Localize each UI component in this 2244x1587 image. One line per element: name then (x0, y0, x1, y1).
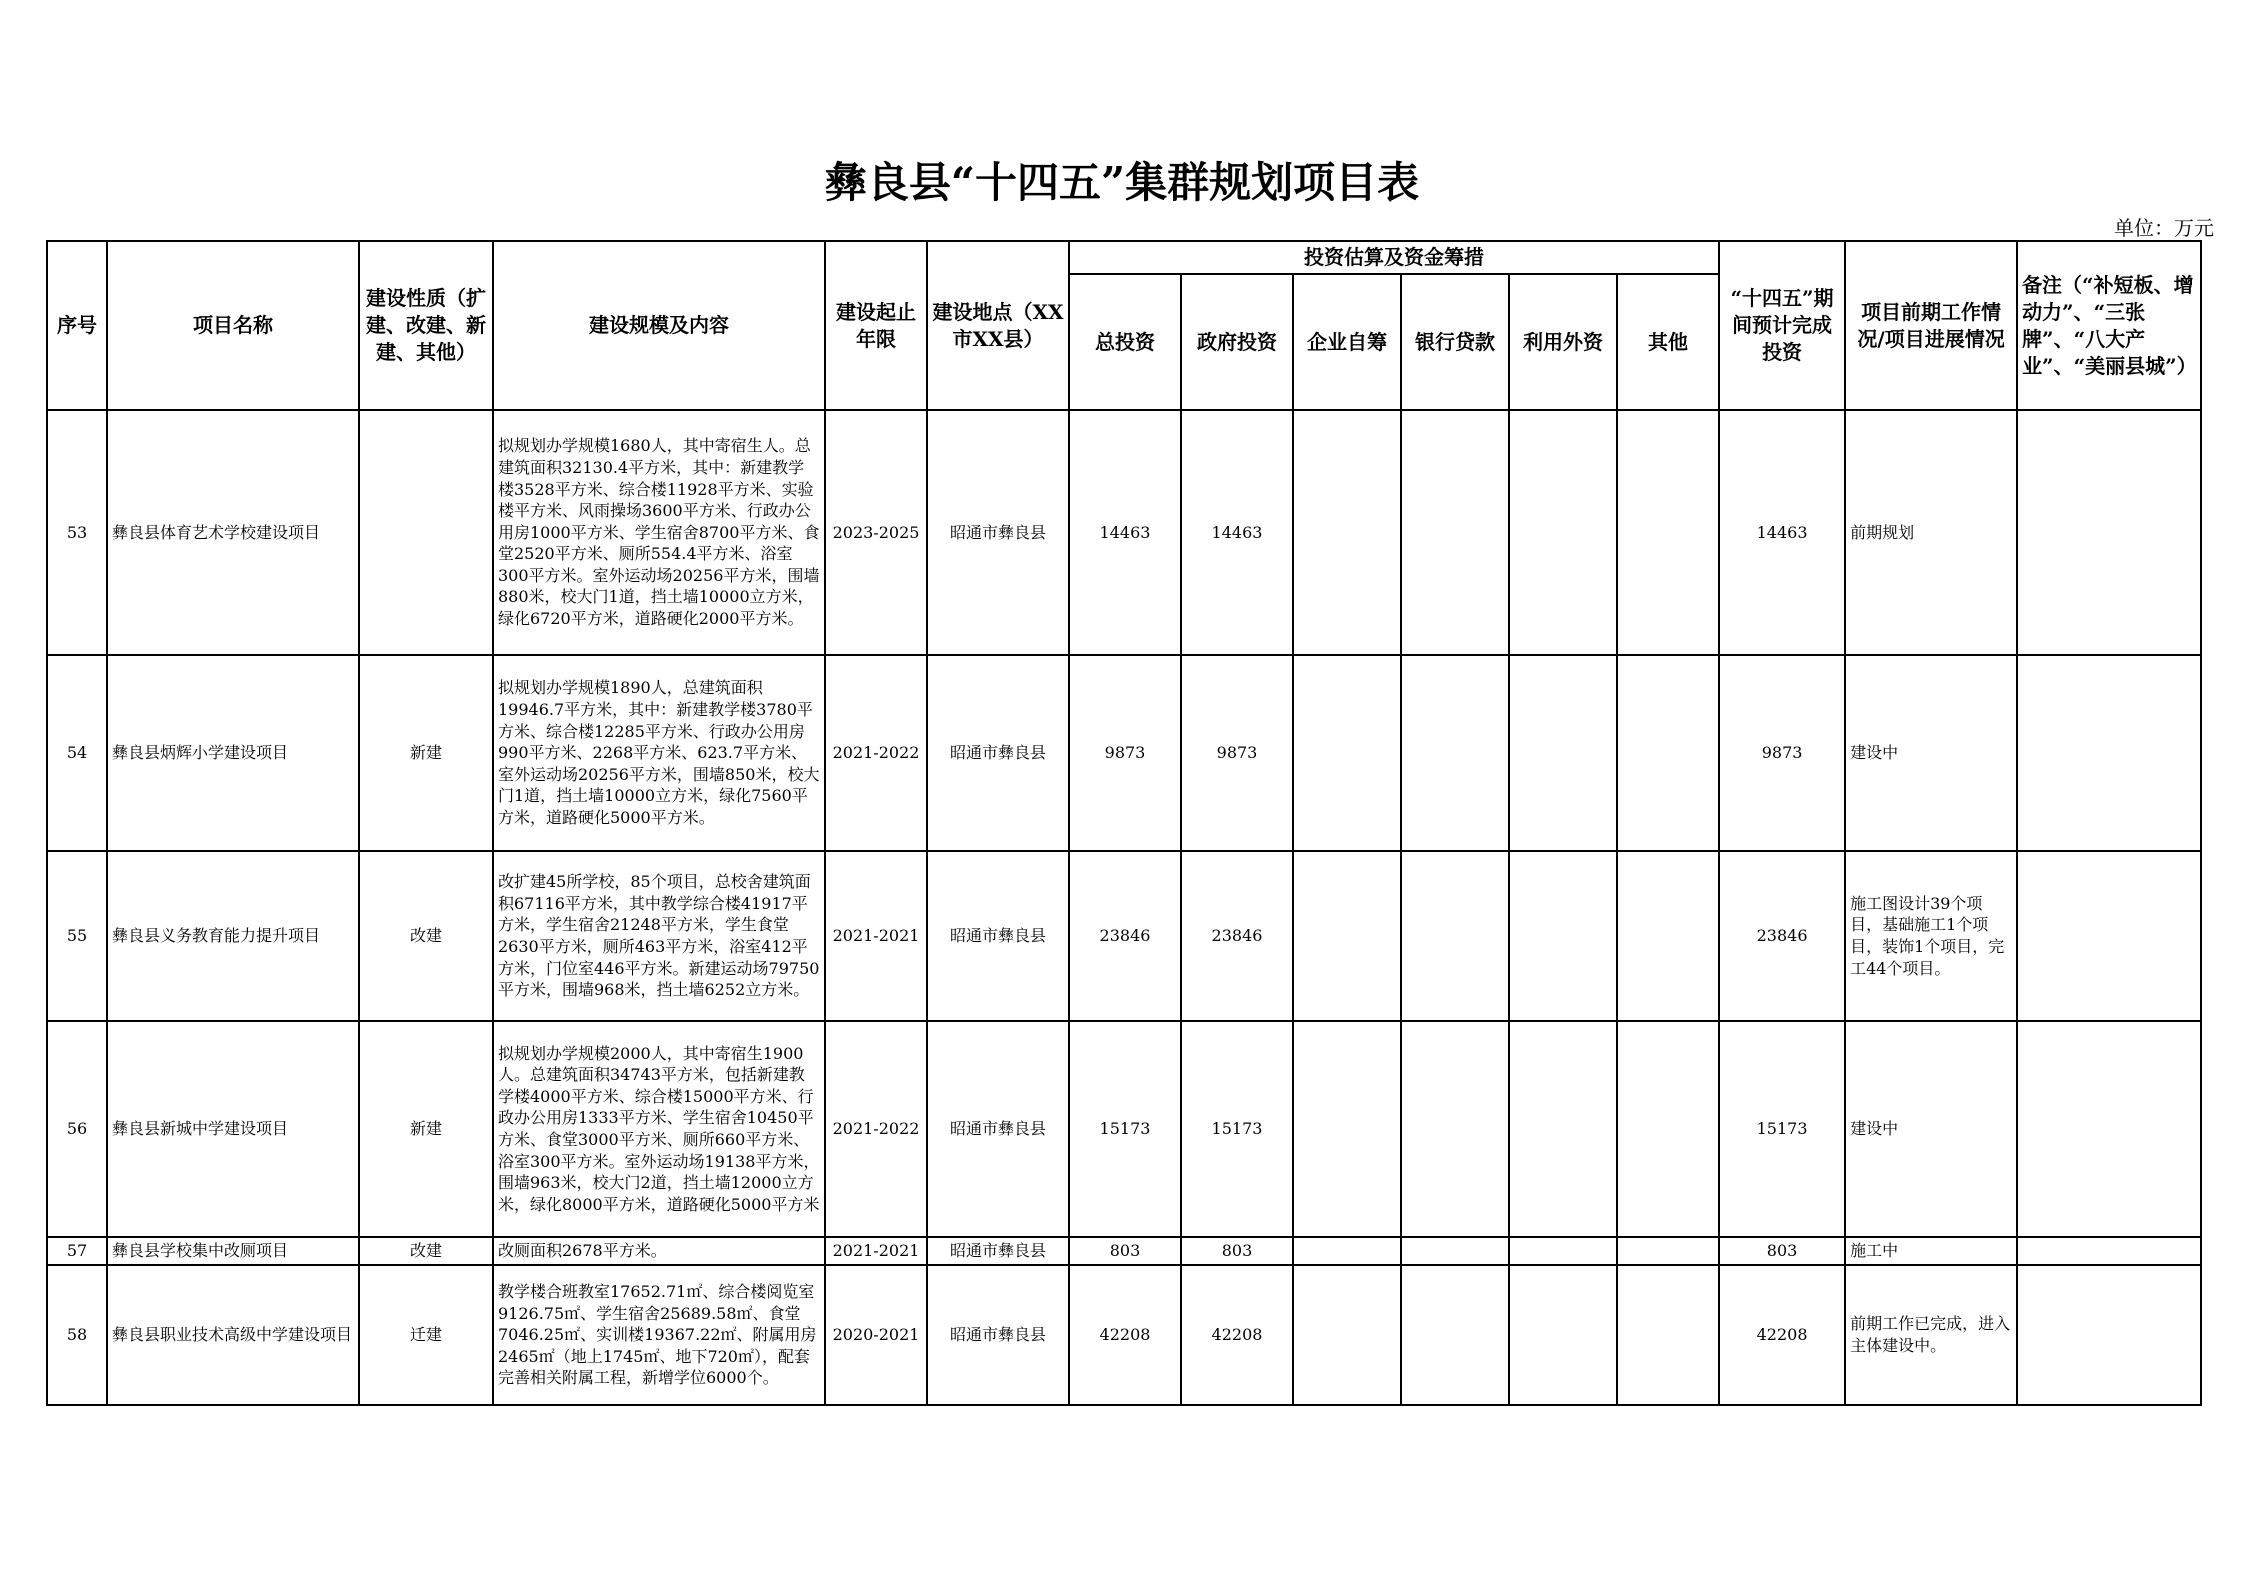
cell-nature: 改建 (359, 851, 493, 1021)
cell-other (1617, 655, 1719, 851)
cell-bank (1401, 851, 1509, 1021)
cell-bank (1401, 410, 1509, 655)
cell-total: 803 (1069, 1237, 1181, 1265)
cell-loc: 昭通市彝良县 (927, 851, 1069, 1021)
cell-nature: 新建 (359, 655, 493, 851)
cell-ent (1293, 1021, 1401, 1237)
cell-scale: 拟规划办学规模2000人，其中寄宿生1900人。总建筑面积34743平方米，包括新建教学楼4000平方米、综合楼15000平方米、行政办公用房1333平方米、学生宿舍10450平方米、食堂3000平方米、厕所660平方米、浴室300平方米。室外运动场19138平方米，围墙963米，校大门2道，挡土墙12000立方米，绿化8000平方米，道路硬化5000平方米 (493, 1021, 825, 1237)
cell-name: 彝良县学校集中改厕项目 (107, 1237, 359, 1265)
header-gov: 政府投资 (1181, 274, 1293, 410)
header-other: 其他 (1617, 274, 1719, 410)
cell-prog: 施工中 (1845, 1237, 2017, 1265)
cell-years: 2021-2022 (825, 1021, 927, 1237)
table-row (47, 1021, 2201, 1237)
header-progress: 项目前期工作情况/项目进展情况 (1845, 241, 2017, 410)
cell-note (2017, 655, 2201, 851)
cell-foreign (1509, 655, 1617, 851)
cell-plan: 23846 (1719, 851, 1845, 1021)
cell-prog: 建设中 (1845, 655, 2017, 851)
cell-total: 23846 (1069, 851, 1181, 1021)
header-plan: “十四五”期间预计完成投资 (1719, 241, 1845, 410)
cell-note (2017, 1021, 2201, 1237)
cell-foreign (1509, 851, 1617, 1021)
page-title: 彝良县“十四五”集群规划项目表 (824, 158, 1420, 207)
cell-no: 55 (47, 851, 107, 1021)
cell-gov: 15173 (1181, 1021, 1293, 1237)
cell-no: 54 (47, 655, 107, 851)
cell-scale: 改扩建45所学校，85个项目，总校舍建筑面积67116平方米，其中教学综合楼41917平方米，学生宿舍21248平方米，学生食堂2630平方米，厕所463平方米，浴室412平方米，门位室446平方米。新建运动场79750平方米，围墙968米，挡土墙6252立方米。 (493, 851, 825, 1021)
cell-loc: 昭通市彝良县 (927, 410, 1069, 655)
cell-name: 彝良县炳辉小学建设项目 (107, 655, 359, 851)
cell-no: 58 (47, 1265, 107, 1405)
table-row (47, 655, 2201, 851)
cell-scale: 改厕面积2678平方米。 (493, 1237, 825, 1265)
cell-name: 彝良县新城中学建设项目 (107, 1021, 359, 1237)
project-table (46, 240, 2202, 1406)
cell-plan: 15173 (1719, 1021, 1845, 1237)
cell-no: 53 (47, 410, 107, 655)
cell-scale: 拟规划办学规模1680人，其中寄宿生人。总建筑面积32130.4平方米，其中：新建教学楼3528平方米、综合楼11928平方米、实验楼平方米、风雨操场3600平方米、行政办公用房1000平方米、学生宿舍8700平方米、食堂2520平方米、厕所554.4平方米、浴室300平方米。室外运动场20256平方米，围墙880米，校大门1道，挡土墙10000立方米，绿化6720平方米，道路硬化2000平方米。 (493, 410, 825, 655)
cell-ent (1293, 1237, 1401, 1265)
header-name: 项目名称 (107, 241, 359, 410)
header-location: 建设地点（XX市XX县） (927, 241, 1069, 410)
cell-other (1617, 1265, 1719, 1405)
cell-no: 57 (47, 1237, 107, 1265)
cell-years: 2023-2025 (825, 410, 927, 655)
cell-total: 14463 (1069, 410, 1181, 655)
cell-ent (1293, 1265, 1401, 1405)
cell-gov: 803 (1181, 1237, 1293, 1265)
cell-note (2017, 851, 2201, 1021)
cell-plan: 14463 (1719, 410, 1845, 655)
cell-name: 彝良县体育艺术学校建设项目 (107, 410, 359, 655)
table-row (47, 1265, 2201, 1405)
cell-ent (1293, 851, 1401, 1021)
cell-foreign (1509, 1237, 1617, 1265)
cell-no: 56 (47, 1021, 107, 1237)
cell-name: 彝良县义务教育能力提升项目 (107, 851, 359, 1021)
cell-years: 2021-2021 (825, 851, 927, 1021)
cell-bank (1401, 1265, 1509, 1405)
cell-ent (1293, 655, 1401, 851)
cell-loc: 昭通市彝良县 (927, 1237, 1069, 1265)
header-bank: 银行贷款 (1401, 274, 1509, 410)
cell-bank (1401, 655, 1509, 851)
cell-prog: 前期规划 (1845, 410, 2017, 655)
cell-nature: 改建 (359, 1237, 493, 1265)
header-total: 总投资 (1069, 274, 1181, 410)
table-row (47, 1237, 2201, 1265)
cell-gov: 23846 (1181, 851, 1293, 1021)
cell-prog: 建设中 (1845, 1021, 2017, 1237)
header-investment: 投资估算及资金筹措 (1069, 241, 1719, 274)
header-no: 序号 (47, 241, 107, 410)
cell-gov: 42208 (1181, 1265, 1293, 1405)
cell-other (1617, 1021, 1719, 1237)
cell-note (2017, 1265, 2201, 1405)
cell-ent (1293, 410, 1401, 655)
cell-bank (1401, 1237, 1509, 1265)
header-nature: 建设性质（扩建、改建、新建、其他） (359, 241, 493, 410)
cell-years: 2021-2021 (825, 1237, 927, 1265)
header-note: 备注（“补短板、增动力”、“三张牌”、“八大产业”、“美丽县城”） (2017, 241, 2201, 410)
cell-foreign (1509, 1265, 1617, 1405)
cell-nature: 新建 (359, 1021, 493, 1237)
header-ent: 企业自筹 (1293, 274, 1401, 410)
unit-label: 单位：万元 (2114, 216, 2214, 240)
table-row (47, 851, 2201, 1021)
cell-total: 15173 (1069, 1021, 1181, 1237)
cell-plan: 803 (1719, 1237, 1845, 1265)
cell-loc: 昭通市彝良县 (927, 655, 1069, 851)
cell-plan: 9873 (1719, 655, 1845, 851)
header-foreign: 利用外资 (1509, 274, 1617, 410)
header-years: 建设起止年限 (825, 241, 927, 410)
cell-gov: 9873 (1181, 655, 1293, 851)
cell-foreign (1509, 1021, 1617, 1237)
cell-foreign (1509, 410, 1617, 655)
cell-plan: 42208 (1719, 1265, 1845, 1405)
cell-loc: 昭通市彝良县 (927, 1265, 1069, 1405)
cell-prog: 前期工作已完成，进入主体建设中。 (1845, 1265, 2017, 1405)
cell-nature: 迁建 (359, 1265, 493, 1405)
cell-bank (1401, 1021, 1509, 1237)
table-row (47, 410, 2201, 655)
header-scale: 建设规模及内容 (493, 241, 825, 410)
cell-name: 彝良县职业技术高级中学建设项目 (107, 1265, 359, 1405)
cell-total: 42208 (1069, 1265, 1181, 1405)
cell-other (1617, 410, 1719, 655)
cell-note (2017, 1237, 2201, 1265)
cell-years: 2020-2021 (825, 1265, 927, 1405)
cell-prog: 施工图设计39个项目，基础施工1个项目，装饰1个项目，完工44个项目。 (1845, 851, 2017, 1021)
cell-loc: 昭通市彝良县 (927, 1021, 1069, 1237)
cell-scale: 拟规划办学规模1890人，总建筑面积19946.7平方米，其中：新建教学楼3780平方米、综合楼12285平方米、行政办公用房990平方米、2268平方米、623.7平方米、室外运动场20256平方米，围墙850米，校大门1道，挡土墙10000立方米，绿化7560平方米，道路硬化5000平方米。 (493, 655, 825, 851)
cell-gov: 14463 (1181, 410, 1293, 655)
cell-nature (359, 410, 493, 655)
cell-note (2017, 410, 2201, 655)
cell-other (1617, 851, 1719, 1021)
cell-years: 2021-2022 (825, 655, 927, 851)
cell-scale: 教学楼合班教室17652.71㎡、综合楼阅览室9126.75㎡、学生宿舍25689.58㎡、食堂7046.25㎡、实训楼19367.22㎡、附属用房2465㎡（地上1745㎡、地下720㎡），配套完善相关附属工程，新增学位6000个。 (493, 1265, 825, 1405)
cell-other (1617, 1237, 1719, 1265)
cell-total: 9873 (1069, 655, 1181, 851)
